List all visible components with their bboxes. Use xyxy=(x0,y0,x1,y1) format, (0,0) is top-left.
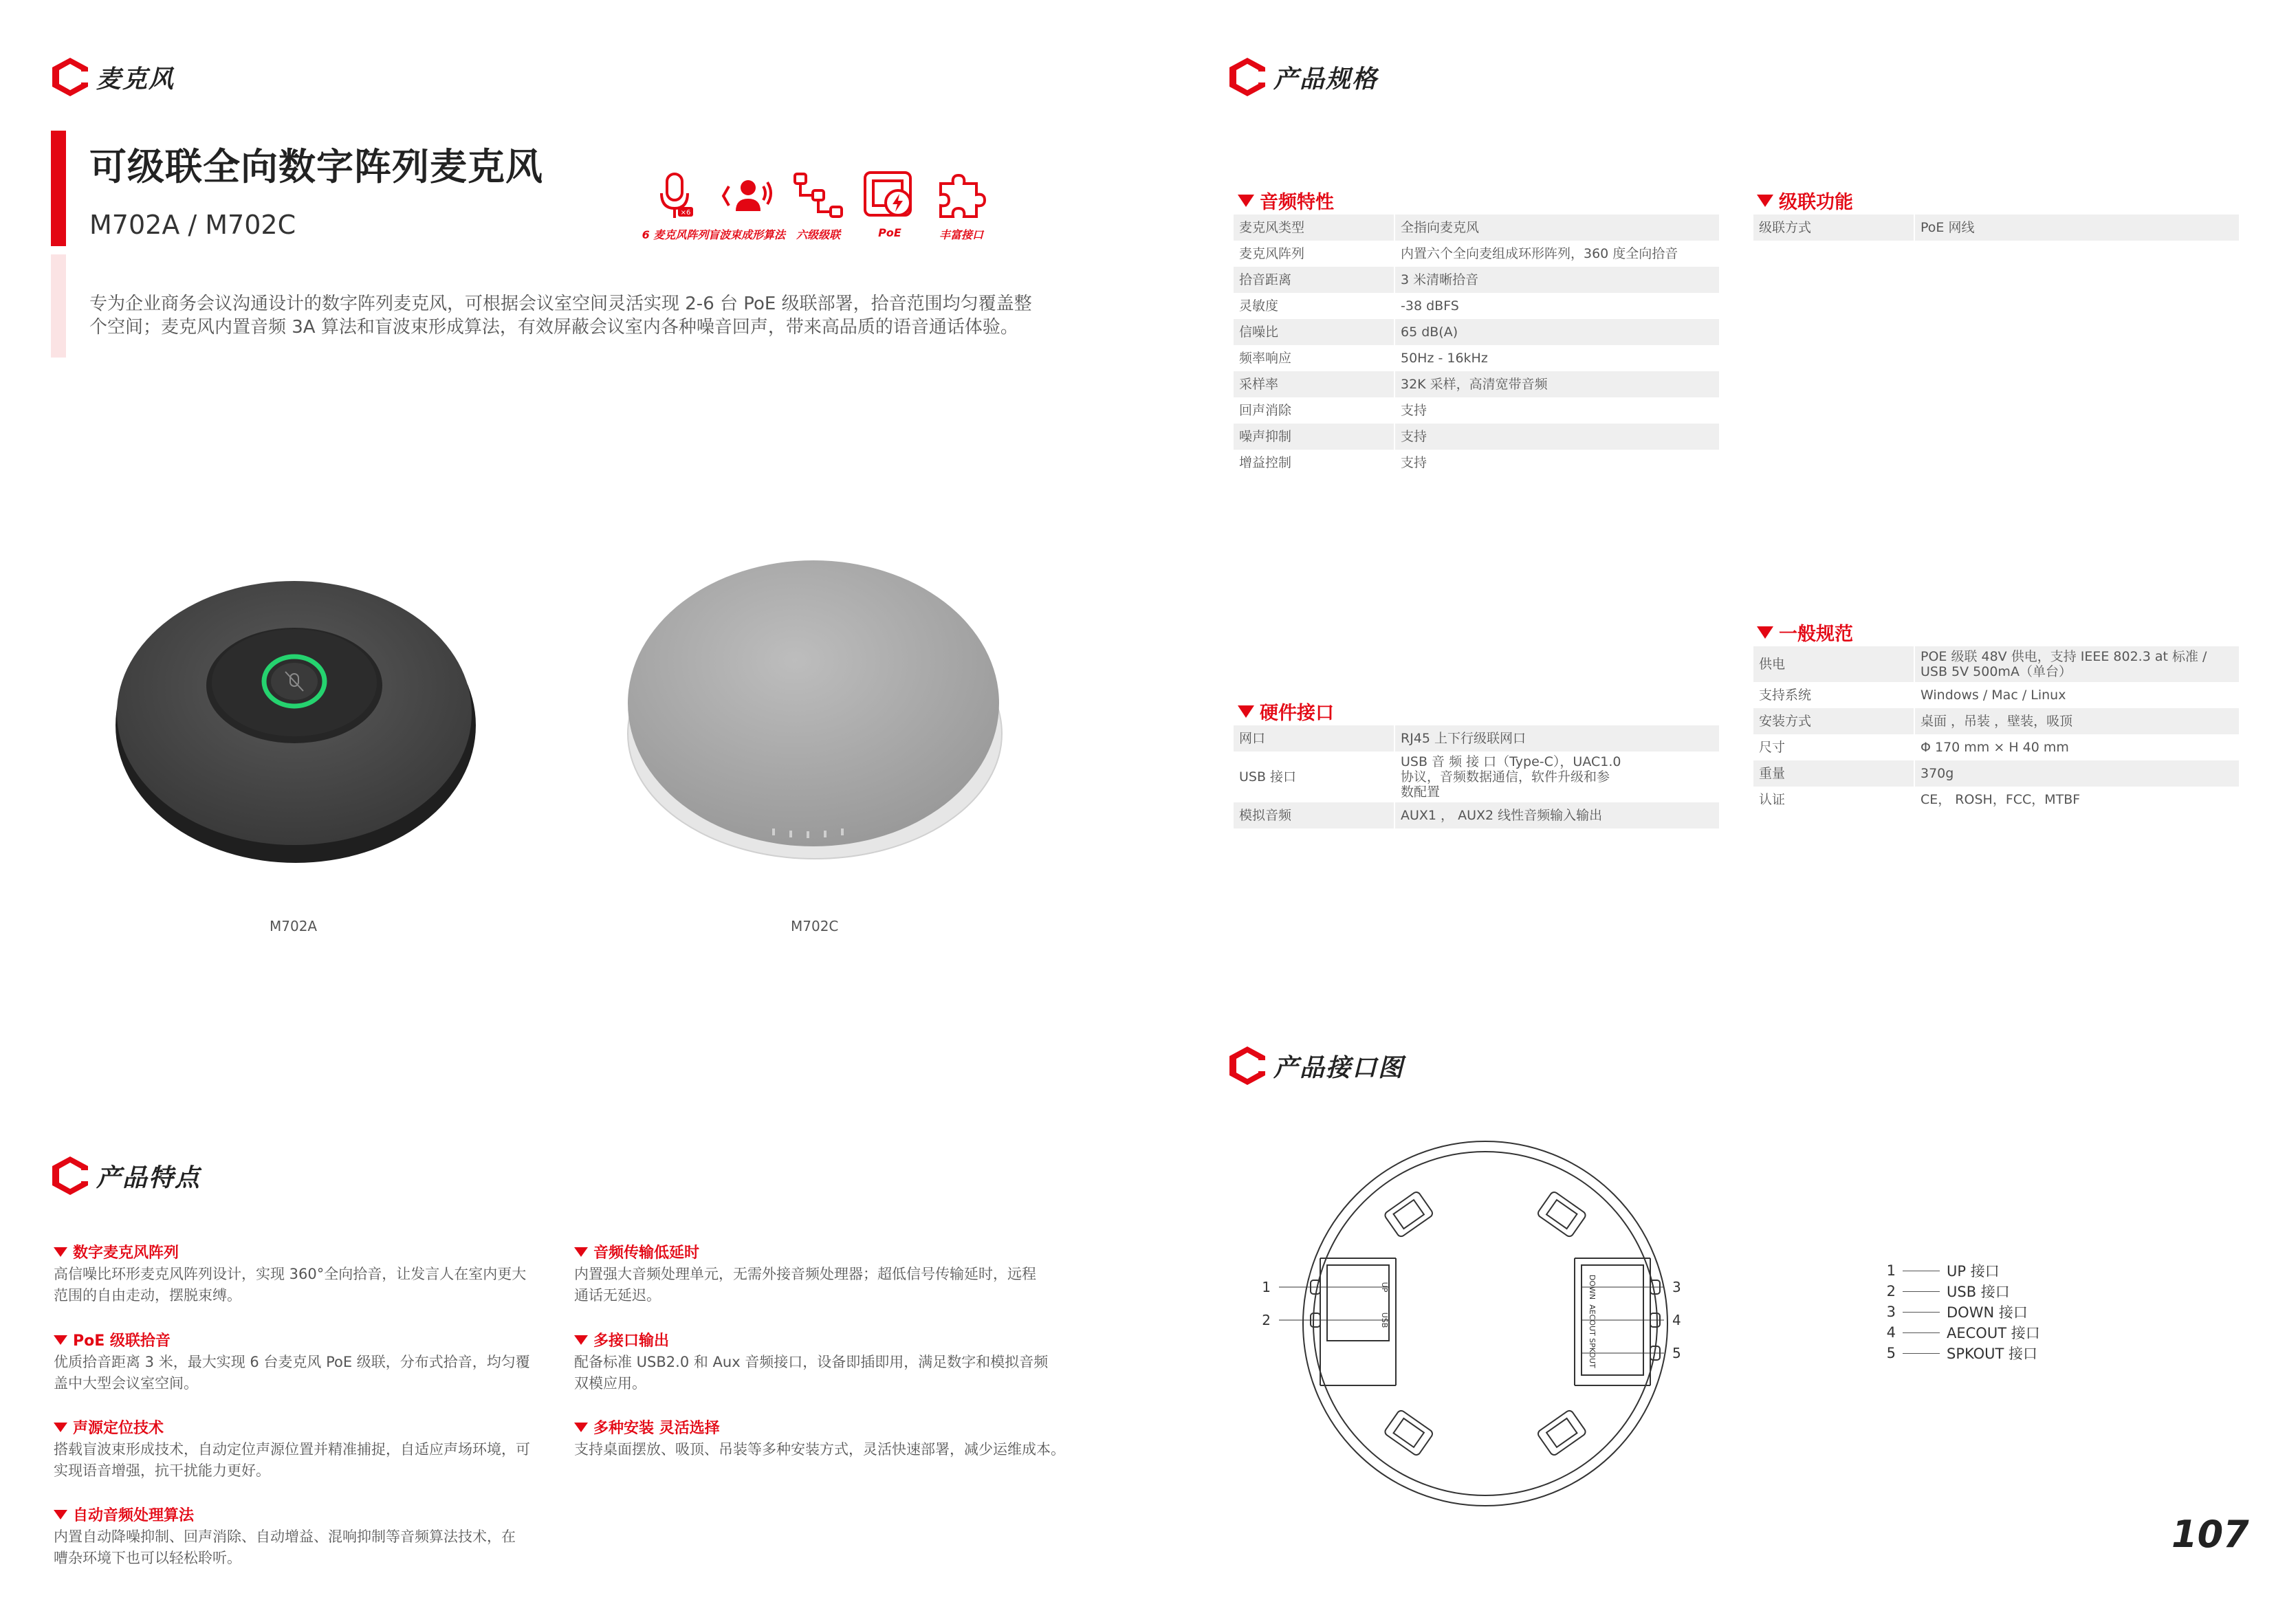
beamforming-icon xyxy=(719,168,774,223)
brand-logo-icon xyxy=(50,55,94,99)
intro-line: 专为企业商务会议沟通设计的数字阵列麦克风，可根据会议室空间灵活实现 2-6 台 PoE 级联部署，拾音范围均匀覆盖整 xyxy=(89,294,1032,314)
spec-value: 全指向麦克风 xyxy=(1394,215,1719,241)
product-intro xyxy=(89,292,1093,339)
feature-title: PoE 级联拾音 xyxy=(73,1332,171,1350)
product-title: 可级联全向数字阵列麦克风 xyxy=(89,145,543,188)
hardware-spec-table xyxy=(1234,725,1719,829)
spec-row xyxy=(1234,241,1719,267)
table-title-text: 级联功能 xyxy=(1779,192,1853,213)
image-caption-m702a: M702A xyxy=(270,918,318,934)
spec-label: 供电 xyxy=(1753,646,1914,682)
feature-item xyxy=(54,1329,549,1394)
port-label-usb: USB xyxy=(1380,1312,1389,1328)
feature-item xyxy=(54,1241,549,1306)
feature-title: 数字麦克风阵列 xyxy=(73,1244,179,1262)
spec-value: CE， ROSH，FCC，MTBF xyxy=(1921,792,2081,807)
legend-row xyxy=(1881,1260,2040,1281)
spec-value: 50Hz - 16kHz xyxy=(1401,351,1488,366)
spec-row xyxy=(1234,802,1719,829)
spec-row xyxy=(1753,787,2239,813)
spec-label: 安装方式 xyxy=(1753,708,1914,734)
feature-desc-line: 支持桌面摆放、吸顶、吊装等多种安装方式，灵活快速部署，减少运维成本。 xyxy=(574,1441,1065,1458)
spec-label: 网口 xyxy=(1234,725,1394,751)
general-spec-table xyxy=(1753,646,2239,813)
spec-label: USB 接口 xyxy=(1234,751,1394,802)
feature-label: 盲波束成形算法 xyxy=(708,228,786,241)
title-accent-bar xyxy=(51,131,66,246)
spec-value: RJ45 上下行级联网口 xyxy=(1394,725,1719,751)
spec-label: 认证 xyxy=(1753,787,1914,813)
feature-desc-line: 内置强大音频处理单元，无需外接音频处理器；超低信号传输延时，远程 xyxy=(574,1266,1036,1282)
feature-desc-line: 搭载盲波束形成技术，自动定位声源位置并精准捕捉，自适应声场环境，可 xyxy=(54,1441,530,1458)
section-header-text: 产品特点 xyxy=(96,1163,201,1192)
feature-title: 声源定位技术 xyxy=(73,1420,164,1437)
intro-line: 个空间；麦克风内置音频 3A 算法和盲波束形成算法，有效屏蔽会议室内各种噪音回声，带来高品质的语音通话体验。 xyxy=(89,317,1018,338)
spec-value: 支持 xyxy=(1401,455,1427,470)
legend-num: 4 xyxy=(1886,1324,1896,1341)
legend-row xyxy=(1881,1343,2040,1363)
brand-logo-icon xyxy=(1227,55,1271,99)
diagram-num-3: 3 xyxy=(1672,1279,1681,1295)
legend-row xyxy=(1881,1302,2040,1322)
feature-desc-line: 实现语音增强，抗干扰能力更好。 xyxy=(54,1462,270,1479)
puzzle-icon xyxy=(934,168,989,223)
feature-desc-line: 通话无延迟。 xyxy=(574,1287,661,1304)
feature-label: PoE xyxy=(878,226,901,239)
spec-row xyxy=(1234,725,1719,751)
spec-value: -38 dBFS xyxy=(1401,298,1459,314)
legend-num: 3 xyxy=(1886,1304,1896,1320)
feature-title: 多接口输出 xyxy=(593,1332,670,1350)
spec-row xyxy=(1234,345,1719,371)
spec-row xyxy=(1753,215,2239,241)
feature-desc-line: 范围的自由走动，摆脱束缚。 xyxy=(54,1287,241,1304)
section-header-text: 麦克风 xyxy=(96,65,175,94)
brand-logo-icon xyxy=(1227,1044,1271,1088)
legend-num: 1 xyxy=(1886,1262,1896,1279)
spec-label: 噪声抑制 xyxy=(1234,424,1394,450)
feature-mic-array xyxy=(639,168,711,242)
spec-label: 级联方式 xyxy=(1753,215,1914,241)
port-label-up: UP xyxy=(1380,1282,1389,1293)
cascade-spec-table xyxy=(1753,215,2239,241)
table-title-text: 音频特性 xyxy=(1260,192,1334,213)
spec-value: 370g xyxy=(1914,760,2239,787)
legend-num: 2 xyxy=(1886,1283,1896,1299)
table-title-text: 硬件接口 xyxy=(1260,703,1334,724)
feature-desc-line: 嘈杂环境下也可以轻松聆听。 xyxy=(54,1550,241,1566)
spec-row xyxy=(1753,682,2239,708)
table-title-audio xyxy=(1238,187,1334,214)
spec-value: PoE 网线 xyxy=(1914,215,2239,241)
feature-label: 6 麦克风阵列 xyxy=(642,228,709,241)
port-label-spkout: SPKOUT xyxy=(1588,1338,1597,1368)
feature-item xyxy=(54,1416,549,1482)
feature-title: 自动音频处理算法 xyxy=(73,1507,195,1524)
feature-desc-line: 盖中大型会议室空间。 xyxy=(54,1375,198,1392)
diagram-num-5: 5 xyxy=(1672,1345,1681,1361)
spec-row xyxy=(1234,215,1719,241)
feature-poe xyxy=(854,168,926,242)
table-title-general xyxy=(1757,619,1853,646)
spec-value: 32K 采样，高清宽带音频 xyxy=(1394,371,1719,397)
spec-row xyxy=(1234,267,1719,293)
port-label-aecout: AECOUT xyxy=(1588,1304,1597,1336)
feature-item xyxy=(574,1329,1069,1394)
feature-title: 音频传输低延时 xyxy=(593,1244,700,1262)
spec-row xyxy=(1234,450,1719,476)
section-header-specs xyxy=(1227,55,1378,99)
feature-cascade xyxy=(783,168,854,242)
spec-value: AUX1 ， AUX2 线性音频输入输出 xyxy=(1394,802,1719,829)
spec-row xyxy=(1753,708,2239,734)
section-header-text: 产品规格 xyxy=(1273,65,1379,94)
interface-diagram xyxy=(1251,1128,1705,1526)
feature-label: 六级级联 xyxy=(796,228,840,241)
feature-desc-line: 双模应用。 xyxy=(574,1375,646,1392)
table-title-cascade xyxy=(1757,187,1853,214)
spec-label: 灵敏度 xyxy=(1234,293,1394,319)
spec-label: 麦克风类型 xyxy=(1234,215,1394,241)
spec-label: 支持系统 xyxy=(1753,682,1914,708)
legend-label: UP 接口 xyxy=(1947,1263,2000,1280)
feature-item xyxy=(574,1416,1110,1460)
spec-value: 桌面 ，吊装 ，壁装，吸顶 xyxy=(1914,708,2239,734)
port-legend xyxy=(1881,1260,2040,1363)
spec-value: Windows / Mac / Linux xyxy=(1921,688,2066,703)
spec-row xyxy=(1234,319,1719,345)
spec-row xyxy=(1234,293,1719,319)
legend-label: DOWN 接口 xyxy=(1947,1304,2028,1321)
diagram-num-4: 4 xyxy=(1672,1312,1681,1328)
spec-row xyxy=(1234,424,1719,450)
spec-value: 内置六个全向麦组成环形阵列，360 度全向拾音 xyxy=(1401,246,1678,261)
spec-row xyxy=(1234,751,1719,802)
spec-row xyxy=(1753,734,2239,760)
feature-desc-line: 高信噪比环形麦克风阵列设计，实现 360°全向拾音，让发言人在室内更大 xyxy=(54,1266,527,1282)
section-header-microphone xyxy=(50,55,175,99)
table-title-hardware xyxy=(1238,698,1334,725)
spec-label: 回声消除 xyxy=(1234,397,1394,424)
section-header-text: 产品接口图 xyxy=(1273,1053,1405,1082)
product-image-m702c xyxy=(615,547,1014,870)
spec-value: Φ 170 mm × H 40 mm xyxy=(1921,740,2069,755)
feature-item xyxy=(574,1241,1069,1306)
spec-row xyxy=(1753,760,2239,787)
feature-desc-line: 内置自动降噪抑制、回声消除、自动增益、混响抑制等音频算法技术，在 xyxy=(54,1528,516,1545)
image-caption-m702c: M702C xyxy=(791,918,839,934)
spec-label: 增益控制 xyxy=(1234,450,1394,476)
feature-title: 多种安装 灵活选择 xyxy=(593,1420,720,1437)
section-header-features xyxy=(50,1154,201,1198)
table-title-text: 一般规范 xyxy=(1779,624,1853,645)
spec-value: 3 米清晰拾音 xyxy=(1394,267,1719,293)
legend-label: SPKOUT 接口 xyxy=(1947,1346,2038,1362)
poe-icon xyxy=(862,168,917,223)
feature-beamforming xyxy=(708,168,786,242)
intro-accent-bar xyxy=(51,254,66,358)
spec-value: POE 级联 48V 供电，支持 IEEE 802.3 at 标准 / USB 5V 500mA（单台） xyxy=(1914,646,2239,682)
product-model: M702A / M702C xyxy=(89,210,296,240)
brand-logo-icon xyxy=(50,1154,94,1198)
feature-icon-row xyxy=(639,168,997,242)
spec-value: 支持 xyxy=(1401,403,1427,418)
spec-label: 拾音距离 xyxy=(1234,267,1394,293)
cascade-icon xyxy=(791,168,846,223)
spec-label: 采样率 xyxy=(1234,371,1394,397)
spec-label: 重量 xyxy=(1753,760,1914,787)
spec-value: 支持 xyxy=(1394,424,1719,450)
legend-num: 5 xyxy=(1886,1345,1896,1361)
legend-label: USB 接口 xyxy=(1947,1284,2010,1300)
legend-row xyxy=(1881,1322,2040,1343)
port-label-down: DOWN xyxy=(1588,1274,1597,1300)
svg-text:×6: ×6 xyxy=(680,209,691,217)
spec-row xyxy=(1234,371,1719,397)
feature-item xyxy=(54,1504,549,1569)
feature-desc-line: 配备标准 USB2.0 和 Aux 音频接口，设备即插即用，满足数字和模拟音频 xyxy=(574,1354,1049,1370)
diagram-num-1: 1 xyxy=(1262,1279,1271,1295)
diagram-num-2: 2 xyxy=(1262,1312,1271,1328)
spec-row xyxy=(1753,646,2239,682)
feature-interfaces xyxy=(926,168,997,242)
spec-row xyxy=(1234,397,1719,424)
spec-label: 信噪比 xyxy=(1234,319,1394,345)
mic-icon xyxy=(648,168,703,223)
product-image-m702a xyxy=(110,553,481,870)
legend-row xyxy=(1881,1281,2040,1302)
page-number: 107 xyxy=(2171,1513,2249,1556)
spec-label: 频率响应 xyxy=(1234,345,1394,371)
audio-spec-table xyxy=(1234,215,1719,476)
spec-value: USB 音 频 接 口（Type-C），UAC1.0 协议，音频数据通信，软件升级和参 数配置 xyxy=(1401,754,1621,800)
feature-desc-line: 优质拾音距离 3 米，最大实现 6 台麦克风 PoE 级联，分布式拾音，均匀覆 xyxy=(54,1354,530,1370)
section-header-interface xyxy=(1227,1044,1404,1088)
spec-value: 65 dB(A) xyxy=(1394,319,1719,345)
feature-label: 丰富接口 xyxy=(939,228,983,241)
legend-label: AECOUT 接口 xyxy=(1947,1325,2040,1341)
spec-label: 模拟音频 xyxy=(1234,802,1394,829)
spec-label: 麦克风阵列 xyxy=(1234,241,1394,267)
spec-label: 尺寸 xyxy=(1753,734,1914,760)
